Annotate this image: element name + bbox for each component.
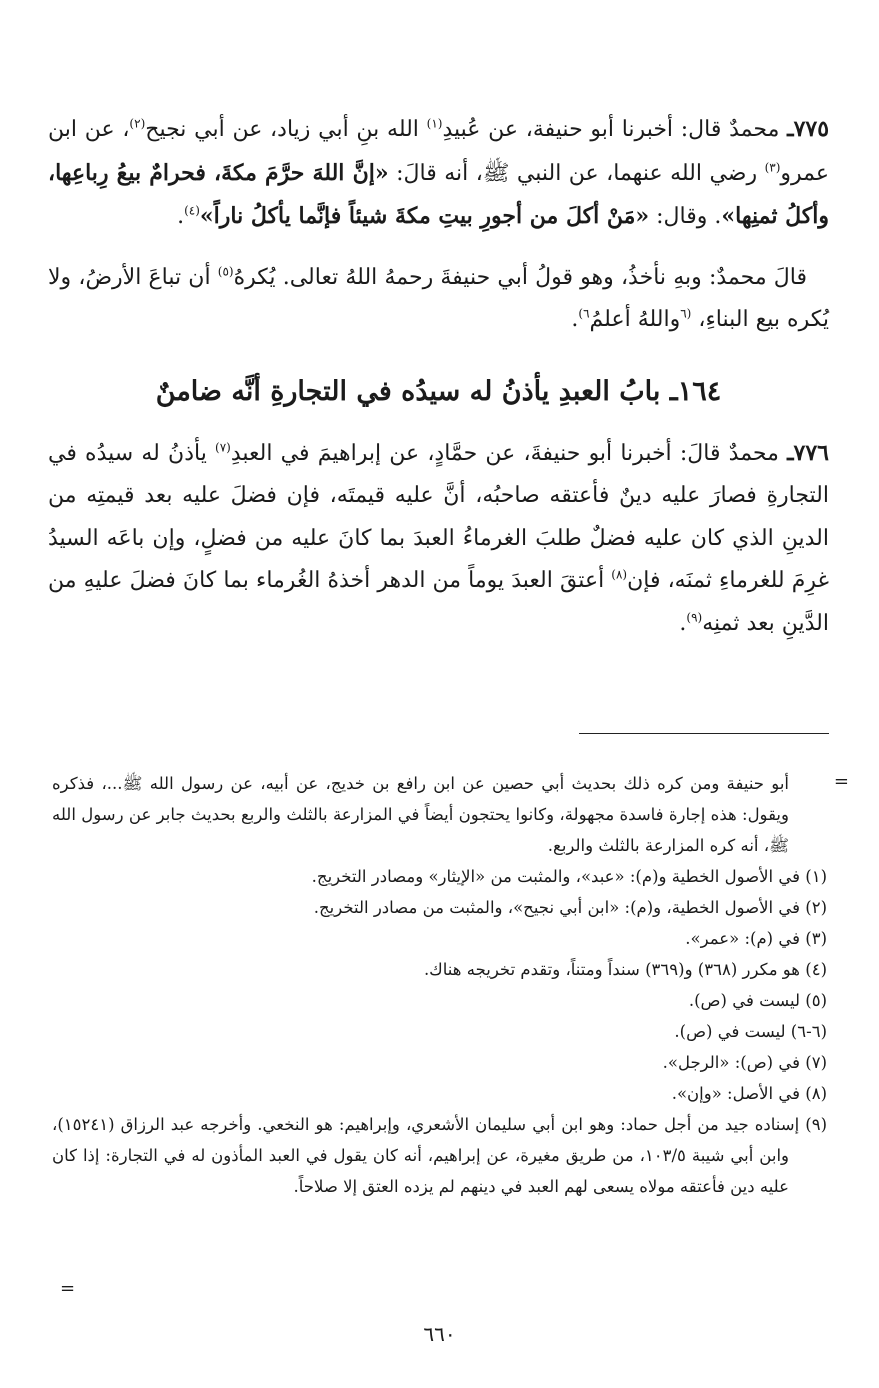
- footnote-5: (٥) ليست في (ص).: [688, 991, 827, 1010]
- footnote-7: (٧) في (ص): «الرجل».: [662, 1053, 827, 1072]
- hadith-776: ٧٧٦ـ محمدٌ قالَ: أخبرنا أبو حنيفةَ، عن حمَّادٍ، عن إبراهيمَ في العبدِ$^{(٧)}$ يأذنُ له سيدُه في التجارةِ فصارَ عليه دينٌ فأعتقه صاحبُه، أنَّ عليه قيمتَه، فإن فضلَ عليه بعد قيمتِه من الدينِ الذي كان عليه فضلٌ طلبَ الغرماءُ العبدَ بما كانَ عليه من فضلٍ، وإن باعَه السيدُ غرِمَ للغرماءِ ثمنَه، فإن$^{(٨)}$ أعتقَ العبدَ يوماً من الدهر أخذهُ الغُرماء بما كانَ فضلَ عليهِ من الدَّينِ بعد ثمنِه$^{(٩)}$.: [48, 439, 829, 636]
- footnote-ref: (٣): [764, 160, 781, 175]
- footnote-ref: (٧): [215, 440, 231, 455]
- footnote-6: (٦-٦) ليست في (ص).: [674, 1022, 827, 1041]
- footnote-3: (٣) في (م): «عمر».: [685, 929, 827, 948]
- page-number: ٦٦٠: [423, 1322, 456, 1346]
- footnote-ref: (٨): [611, 567, 628, 582]
- hadith-number: ٧٧٦ـ: [787, 439, 829, 466]
- hadith-text: «إنَّ اللهَ حرَّمَ مكةَ، فحرامٌ بيعُ رِباعِها، وأكلُ ثمنِها»: [48, 159, 829, 229]
- footnote-2: (٢) في الأصول الخطية، و(م): «ابن أبي نجيح»، والمثبت من مصادر التخريج.: [313, 898, 827, 917]
- chapter-title: ١٦٤ـ بابُ العبدِ يأذنُ له سيدُه في التجارةِ أنَّه ضامنٌ: [155, 375, 722, 407]
- footnote-ref: (٩): [686, 610, 703, 625]
- footnote-ref: ٦): [578, 306, 590, 321]
- footnote-9: (٩) إسناده جيد من أجل حماد: وهو ابن أبي سليمان الأشعري، وإبراهيم: هو النخعي. وأخرجه عبد الرزاق (١٥٢٤١)، وابن أبي شيبة ١٠٣/٥، من طريق مغيرة، عن إبراهيم، أنه كان يقول في العبد المأذون له في التجارة: إذا كان عليه دين فأعتقه مولاه يسعى لهم العبد في دينهم لم يزده العتق إلا صلاحاً.: [52, 1115, 827, 1196]
- footnote-ref: (٥): [217, 264, 234, 279]
- hadith-text: «مَنْ أكلَ من أجورِ بيتِ مكةَ شيئاً فإنَّما يأكلُ ناراً»: [199, 203, 650, 229]
- footnote-ref: (٦: [680, 306, 692, 321]
- footnote-separator: [579, 733, 829, 734]
- footnote-ref: (١): [426, 116, 443, 131]
- continuation-mark-end: =: [60, 1278, 76, 1299]
- footnote-ref: (٢): [129, 116, 146, 131]
- hadith-number: ٧٧٥ـ: [787, 116, 830, 142]
- continuation-mark: =: [833, 771, 849, 792]
- footnote-8: (٨) في الأصل: «وإن».: [671, 1084, 827, 1103]
- footnote-ref: (٤): [184, 203, 200, 218]
- footnotes: [52, 768, 827, 1202]
- footnote-continuation: أبو حنيفة ومن كره ذلك بحديث أبي حصين عن ابن رافع بن خديج، عن أبيه، عن رسول الله ﷺ...، فذكره ويقول: هذه إجارة فاسدة مجهولة، وكانوا يحتجون أيضاً في المزارعة بالثلث والربع بحديث جابر عن رسول الله ﷺ، أنه كره المزارعة بالثلث والربع.: [52, 774, 789, 855]
- hadith-775: ٧٧٥ـ محمدٌ قال: أخبرنا أبو حنيفة، عن عُبيدِ$^{(١)}$ الله بنِ أبي زياد، عن أبي نجيح$^{(٢)}$، عن ابن عمرو$^{(٣)}$ رضي الله عنهما، عن النبي ﷺ، أنه قالَ: «إنَّ اللهَ حرَّمَ مكةَ، فحرامٌ بيعُ رِباعِها، وأكلُ ثمنِها». وقال: «مَنْ أكلَ من أجورِ بيتِ مكةَ شيئاً فإنَّما يأكلُ ناراً»$^{(٤)}$.: [48, 116, 830, 229]
- main-text: [48, 108, 829, 645]
- footnote-4: (٤) هو مكرر (٣٦٨) و(٣٦٩) سنداً ومتناً، وتقدم تخريجه هناك.: [423, 960, 827, 979]
- footnote-1: (١) في الأصول الخطية و(م): «عبد»، والمثبت من «الإيثار» ومصادر التخريج.: [311, 867, 827, 886]
- commentary-paragraph: قالَ محمدٌ: وبهِ نأخذُ، وهو قولُ أبي حنيفةَ رحمهُ اللهُ تعالى. يُكرهُ$^{(٥)}$ أن تباعَ الأرضُ، ولا يُكره بيع البناءِ، $^{(٦}$واللهُ أعلمُ$^{٦)}$.: [48, 264, 829, 332]
